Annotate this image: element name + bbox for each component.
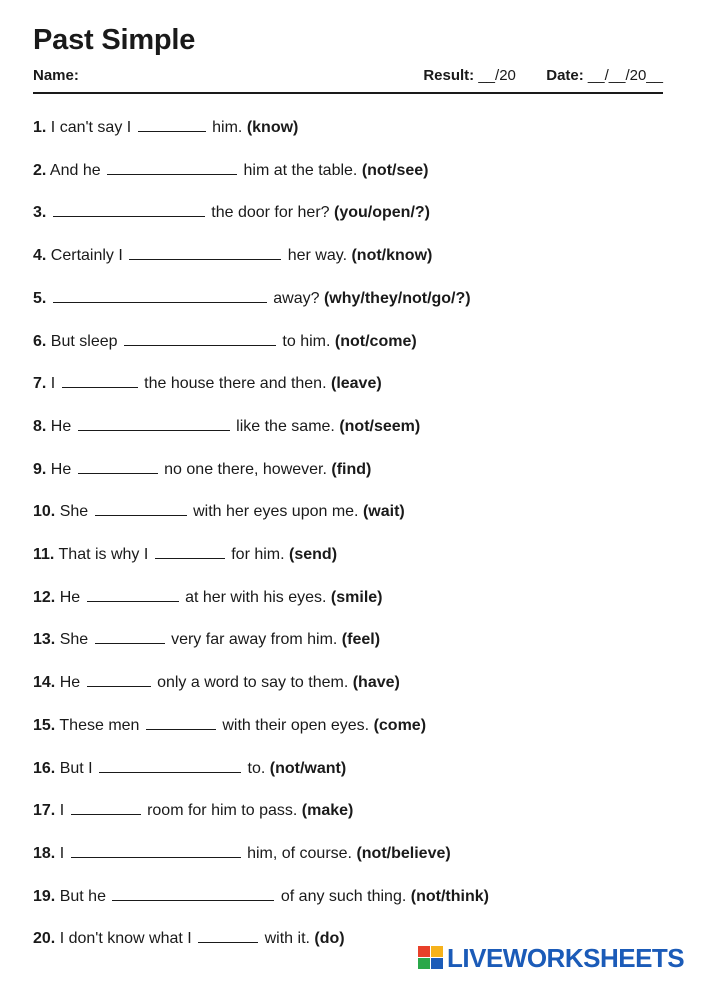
date-label: Date: (546, 67, 584, 84)
answer-blank[interactable] (62, 373, 138, 388)
question-text-before: I (59, 845, 65, 862)
worksheet-header (33, 67, 663, 89)
question-number: 5. (33, 290, 47, 307)
answer-blank[interactable] (107, 160, 237, 175)
logo-text: LIVEWORKSHEETS (447, 943, 685, 973)
verb-hint: (not/seem) (339, 418, 421, 435)
question-text-before: That is why I (58, 546, 149, 563)
question-text-after: with their open eyes. (222, 717, 370, 734)
question-text-after: with it. (264, 930, 310, 947)
verb-hint: (come) (373, 717, 427, 734)
question-text-before: He (59, 589, 81, 606)
question-text-before: She (59, 631, 89, 648)
question-text-before: These men (59, 717, 140, 734)
question-text-after: with her eyes upon me. (193, 503, 359, 520)
question-item (33, 544, 337, 565)
question-item (33, 758, 346, 779)
question-text-after: the house there and then. (144, 375, 327, 392)
question-item (33, 160, 429, 181)
question-text-after: very far away from him. (171, 631, 338, 648)
question-number: 9. (33, 461, 47, 478)
question-text-before: He (50, 418, 72, 435)
question-item (33, 672, 400, 693)
question-text-before: He (59, 674, 81, 691)
question-text-after: the door for her? (211, 204, 330, 221)
verb-hint: (send) (289, 546, 338, 563)
answer-blank[interactable] (95, 629, 165, 644)
question-item (33, 587, 383, 608)
question-text-before: And he (49, 162, 101, 179)
question-item (33, 886, 489, 907)
question-text-after: no one there, however. (164, 461, 327, 478)
question-item (33, 202, 430, 223)
answer-blank[interactable] (53, 288, 267, 303)
answer-blank[interactable] (78, 459, 158, 474)
verb-hint: (feel) (341, 631, 381, 648)
question-item (33, 715, 426, 736)
worksheet-title: Past Simple (33, 24, 196, 56)
question-text-after: to. (247, 760, 266, 777)
question-item (33, 459, 371, 480)
question-number: 1. (33, 119, 47, 136)
verb-hint: (find) (331, 461, 372, 478)
answer-blank[interactable] (71, 843, 241, 858)
question-text-before: I (59, 802, 65, 819)
question-item (33, 501, 405, 522)
question-text-after: him. (212, 119, 243, 136)
question-number: 16. (33, 760, 56, 777)
answer-blank[interactable] (146, 715, 216, 730)
result-value[interactable]: __/20 (478, 67, 516, 84)
verb-hint: (not/see) (361, 162, 429, 179)
question-item (33, 629, 380, 650)
question-text-before: But sleep (50, 333, 118, 350)
answer-blank[interactable] (78, 416, 230, 431)
question-text-after: for him. (231, 546, 285, 563)
question-text-before: But he (59, 888, 106, 905)
question-text-before: He (50, 461, 72, 478)
answer-blank[interactable] (71, 800, 141, 815)
answer-blank[interactable] (155, 544, 225, 559)
question-item (33, 800, 353, 821)
question-number: 17. (33, 802, 56, 819)
question-number: 4. (33, 247, 47, 264)
question-text-after: at her with his eyes. (185, 589, 327, 606)
question-text-before: I can't say I (50, 119, 132, 136)
answer-blank[interactable] (112, 886, 274, 901)
question-item (33, 331, 417, 352)
verb-hint: (not/believe) (356, 845, 451, 862)
name-label: Name: (33, 67, 79, 84)
question-number: 11. (33, 546, 55, 563)
verb-hint: (not/want) (269, 760, 347, 777)
question-text-after: only a word to say to them. (157, 674, 349, 691)
question-text-after: to him. (282, 333, 331, 350)
question-item (33, 245, 432, 266)
question-text-before: I don't know what I (59, 930, 192, 947)
question-text-after: of any such thing. (280, 888, 407, 905)
verb-hint: (leave) (330, 375, 382, 392)
answer-blank[interactable] (95, 501, 187, 516)
verb-hint: (you/open/?) (334, 204, 430, 221)
verb-hint: (not/think) (410, 888, 489, 905)
verb-hint: (not/know) (351, 247, 433, 264)
answer-blank[interactable] (87, 672, 151, 687)
answer-blank[interactable] (129, 245, 281, 260)
verb-hint: (have) (352, 674, 400, 691)
answer-blank[interactable] (198, 928, 258, 943)
question-number: 10. (33, 503, 56, 520)
question-item (33, 373, 382, 394)
question-text-after: him, of course. (247, 845, 352, 862)
result-label: Result: (423, 67, 475, 84)
question-number: 20. (33, 930, 56, 947)
question-item (33, 117, 298, 138)
question-text-before: But I (59, 760, 93, 777)
verb-hint: (why/they/not/go/?) (323, 290, 471, 307)
question-number: 13. (33, 631, 56, 648)
question-text-before: I (50, 375, 56, 392)
logo-mark-icon (418, 946, 444, 970)
question-number: 7. (33, 375, 47, 392)
question-number: 19. (33, 888, 56, 905)
question-item (33, 928, 345, 949)
question-item (33, 288, 471, 309)
question-number: 18. (33, 845, 56, 862)
question-number: 8. (33, 418, 47, 435)
result-date-group (423, 67, 663, 84)
question-text-after: room for him to pass. (147, 802, 298, 819)
verb-hint: (not/come) (334, 333, 417, 350)
verb-hint: (know) (246, 119, 299, 136)
question-text-after: away? (273, 290, 320, 307)
question-text-after: him at the table. (243, 162, 358, 179)
answer-blank[interactable] (53, 202, 205, 217)
question-item (33, 843, 451, 864)
question-number: 15. (33, 717, 56, 734)
verb-hint: (smile) (330, 589, 383, 606)
answer-blank[interactable] (99, 758, 241, 773)
question-number: 6. (33, 333, 47, 350)
question-text-before: She (59, 503, 89, 520)
date-value[interactable]: __/__/20__ (587, 67, 663, 84)
answer-blank[interactable] (124, 331, 276, 346)
verb-hint: (make) (301, 802, 354, 819)
verb-hint: (do) (314, 930, 345, 947)
verb-hint: (wait) (362, 503, 405, 520)
question-text-after: her way. (287, 247, 348, 264)
header-divider (33, 92, 663, 94)
answer-blank[interactable] (87, 587, 179, 602)
question-item (33, 416, 420, 437)
question-number: 3. (33, 204, 47, 221)
answer-blank[interactable] (138, 117, 206, 132)
question-number: 14. (33, 674, 56, 691)
question-number: 12. (33, 589, 56, 606)
question-text-after: like the same. (236, 418, 335, 435)
question-number: 2. (33, 162, 47, 179)
question-text-before: Certainly I (50, 247, 123, 264)
